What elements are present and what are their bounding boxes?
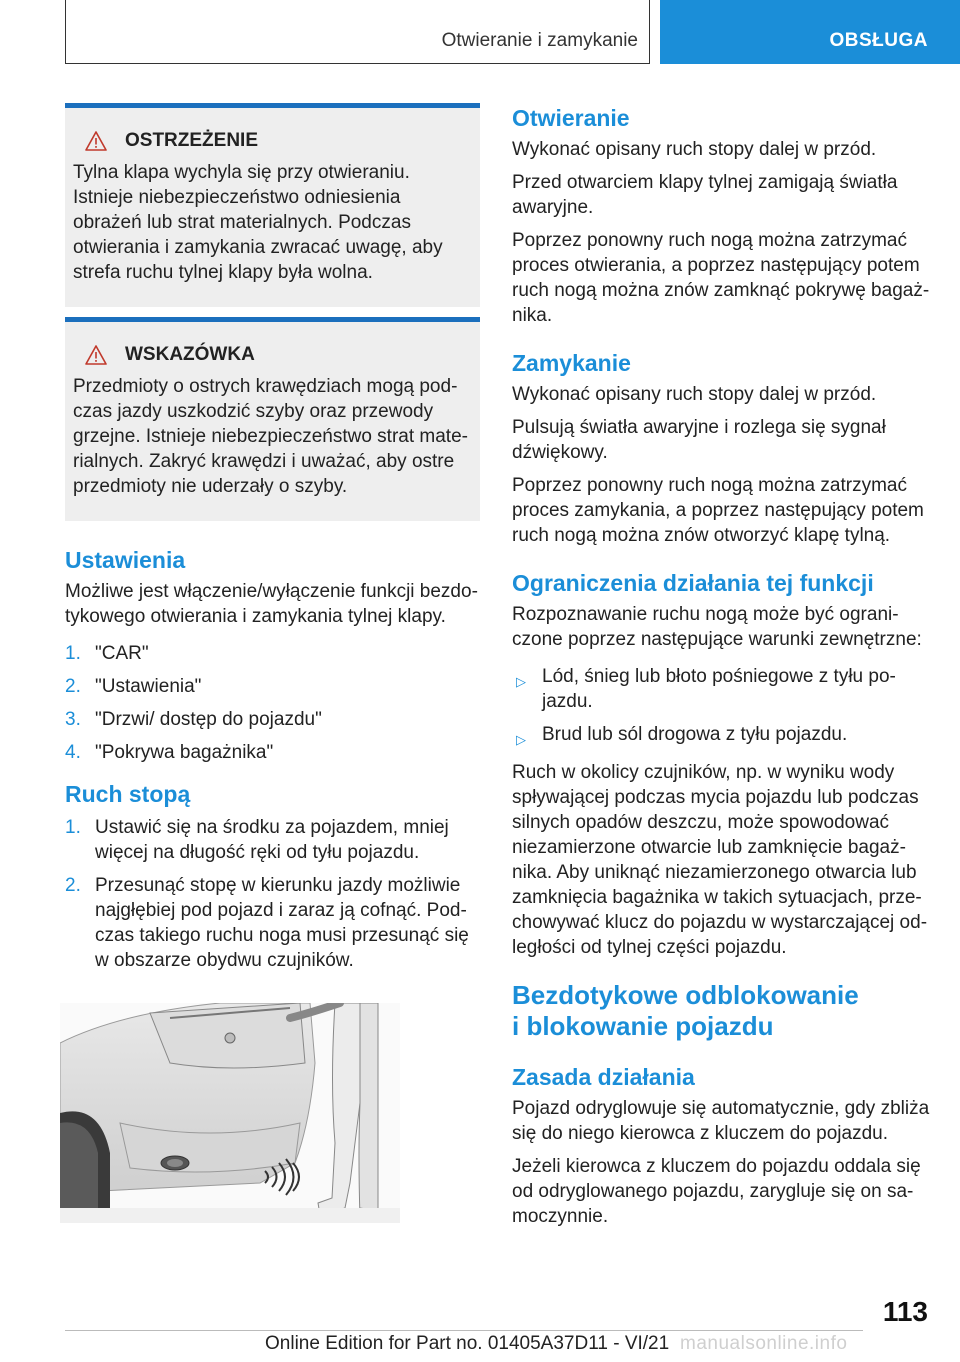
chapter-tab: OBSŁUGA xyxy=(660,0,960,64)
closing-p1: Wykonać opisany ruch stopy dalej w przód. xyxy=(512,384,877,405)
foot-move-heading: Ruch stopą xyxy=(65,781,191,807)
step-number: 2. xyxy=(65,875,81,896)
step-text: Ustawić się na środku za pojazdem, mniej więcej na długość ręki od tyłu pojazdu. xyxy=(95,817,449,863)
list-item xyxy=(65,674,480,699)
warning-title-text: OSTRZEŻENIE xyxy=(125,130,259,151)
page-number: 113 xyxy=(882,1296,928,1327)
step-number: 2. xyxy=(65,676,81,697)
warning-box xyxy=(65,103,480,307)
keyless-p2: Jeżeli kierowca z kluczem do pojazdu oddala się od odryglowanego pojazdu, zarygluje się on samoczynnie. xyxy=(512,1156,921,1227)
bullet-triangle-icon: ▷ xyxy=(516,732,526,747)
settings-heading: Ustawienia xyxy=(65,547,186,573)
closing-p2: Pulsują światła awaryjne i rozlega się sygnał dźwiękowy. xyxy=(512,417,886,463)
header-right-rule xyxy=(649,0,650,64)
step-text: "Drzwi/ dostęp do pojazdu" xyxy=(95,709,322,730)
footer-rule xyxy=(65,1330,863,1331)
opening-p1: Wykonać opisany ruch stopy dalej w przód. xyxy=(512,139,877,160)
warning-triangle-icon xyxy=(85,345,107,365)
keyless-p1: Pojazd odryglowuje się automatycznie, gdy zbliża się do niego kierowca z kluczem do pojazdu. xyxy=(512,1098,930,1144)
car-rear-with-person-image xyxy=(60,1003,400,1223)
hint-title-text: WSKAZÓWKA xyxy=(125,344,255,365)
step-text: "Pokrywa bagażnika" xyxy=(95,742,274,763)
hint-title xyxy=(85,344,472,366)
step-text: Przesunąć stopę w kierunku jazdy możliwie najgłębiej pod pojazd i zaraz ją cofnąć. Podczas takiego ruchu noga musi przesunąć się w obszarze obydwu czujników. xyxy=(95,875,469,971)
warning-text: Tylna klapa wychyla się przy otwieraniu. Istnieje niebezpieczeństwo odniesienia obrażeń lub strat materialnych. Podczas otwierania i zamykania zwracać uwagę, aby strefa ruchu tylnej klapy była wolna. xyxy=(73,162,443,283)
closing-heading: Zamykanie xyxy=(512,350,631,376)
closing-p3: Poprzez ponowny ruch nogą można zatrzymać proces zamykania, a poprzez następujący potem ruch nogą można znów otworzyć klapę tylną. xyxy=(512,475,924,546)
kick-sensor-illustration xyxy=(60,1003,400,1223)
hint-box xyxy=(65,317,480,521)
list-item xyxy=(65,707,480,732)
warning-title xyxy=(85,130,472,152)
limits-p2: Ruch w okolicy czujników, np. w wyniku wody spływającej podczas mycia pojazdu lub podczas silnych opadów deszczu, może spowodować niezamierzone otwarcie lub zamknięcie bagażnika. Aby uniknąć niezamierzonego otwarcia lub zamknięcia bagażnika w takich sytuacjach, przechowywać klucz do pojazdu w wystarczającej odległości od tylnej części pojazdu. xyxy=(512,762,928,958)
list-item xyxy=(65,740,480,765)
step-text: "Ustawienia" xyxy=(95,676,202,697)
settings-text: Możliwe jest włączenie/wyłączenie funkcji bezdotykowego otwierania i zamykania tylnej klapy. xyxy=(65,581,478,627)
hint-text: Przedmioty o ostrych krawędziach mogą podczas jazdy uszkodzić szyby oraz przewody grzejne. Istnieje niebezpieczeństwo strat materialnych. Zakryć krawędzi i uważać, aby ostre przedmioty nie uderzały o szyby. xyxy=(73,376,468,497)
watermark-logo: manualsonline.info xyxy=(680,1333,848,1354)
list-item xyxy=(65,641,480,666)
step-number: 1. xyxy=(65,643,81,664)
limits-p1: Rozpoznawanie ruchu nogą może być ograniczone poprzez następujące warunki zewnętrzne: xyxy=(512,604,922,650)
header-bottom-rule xyxy=(65,63,650,64)
section-title: Otwieranie i zamykanie xyxy=(441,30,638,51)
list-item xyxy=(512,664,932,714)
list-item xyxy=(65,815,480,865)
bullet-text: Lód, śnieg lub błoto pośniegowe z tyłu pojazdu. xyxy=(542,666,896,712)
step-number: 4. xyxy=(65,742,81,763)
opening-p3: Poprzez ponowny ruch nogą można zatrzymać proces otwierania, a poprzez następujący potem ruch nogą można znów zamknąć pokrywę bagażnika. xyxy=(512,230,930,326)
settings-steps xyxy=(65,641,480,765)
keyless-subheading: Zasada działania xyxy=(512,1064,695,1090)
limits-bullets xyxy=(512,664,932,752)
keyless-heading-line1: Bezdotykowe odblokowanie xyxy=(512,980,859,1010)
warning-triangle-icon xyxy=(85,131,107,151)
limits-heading: Ograniczenia działania tej funkcji xyxy=(512,570,874,596)
bullet-text: Brud lub sól drogowa z tyłu pojazdu. xyxy=(542,724,848,745)
foot-move-steps xyxy=(65,815,480,973)
list-item xyxy=(512,722,932,752)
list-item xyxy=(65,873,480,973)
step-text: "CAR" xyxy=(95,643,149,664)
right-column xyxy=(512,103,932,1229)
left-column xyxy=(65,103,480,981)
opening-heading: Otwieranie xyxy=(512,105,630,131)
opening-p2: Przed otwarciem klapy tylnej zamigają światła awaryjne. xyxy=(512,172,898,218)
bullet-triangle-icon: ▷ xyxy=(516,674,526,689)
edition-text: Online Edition for Part no. 01405A37D11 - VI/21 xyxy=(265,1333,670,1354)
keyless-heading-line2: i blokowanie pojazdu xyxy=(512,1011,774,1041)
header-left-rule xyxy=(65,0,66,64)
step-number: 3. xyxy=(65,709,81,730)
step-number: 1. xyxy=(65,817,81,838)
